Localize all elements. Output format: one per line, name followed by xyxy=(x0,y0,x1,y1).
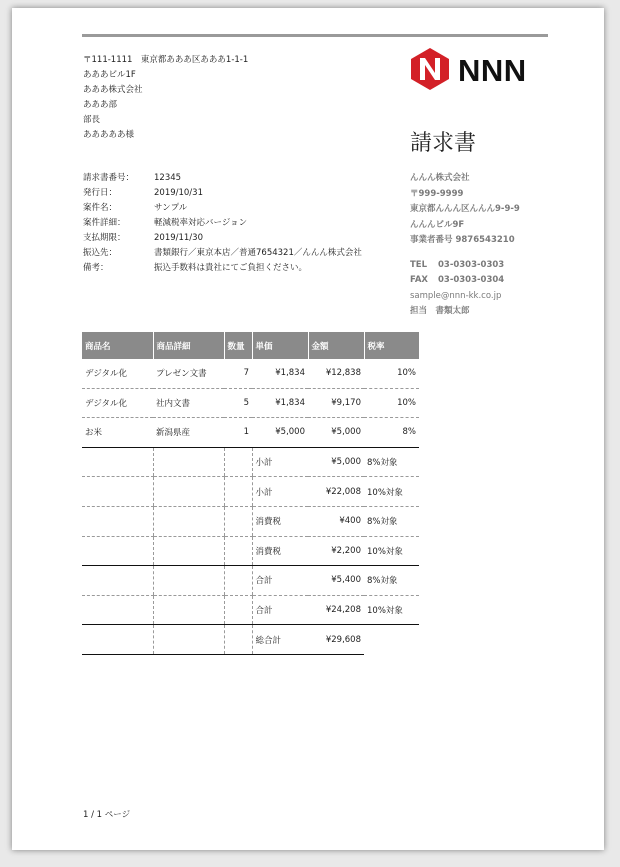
detail-label: 請求書番号： xyxy=(83,173,135,183)
detail-label: 振込先： xyxy=(83,248,118,258)
summary-label: 消費税 xyxy=(252,506,308,536)
summary-amount: ¥22,008 xyxy=(308,477,364,507)
summary-row xyxy=(82,477,419,507)
recipient-line: あああ部 xyxy=(83,100,118,110)
col-header-rate: 税率 xyxy=(364,332,419,359)
spacer xyxy=(410,249,520,258)
item-price: ¥5,000 xyxy=(252,418,308,448)
summary-note: 8%対象 xyxy=(364,506,419,536)
detail-value: 軽減税率対応バージョン xyxy=(154,218,248,228)
summary-label: 消費税 xyxy=(252,536,308,566)
summary-note: 10%対象 xyxy=(364,595,419,625)
detail-label: 備考： xyxy=(83,263,109,273)
detail-value: 書類銀行／東京本店／普通7654321／んんん株式会社 xyxy=(154,248,362,258)
summary-note: 8%対象 xyxy=(364,447,419,477)
issuer-email: sample@nnn-kk.co.jp xyxy=(410,290,502,301)
item-qty: 7 xyxy=(224,359,252,388)
issuer-address2: んんんビル9F xyxy=(410,219,465,230)
fax-label: FAX xyxy=(410,275,428,285)
summary-row xyxy=(82,595,419,625)
detail-row xyxy=(83,186,362,201)
summary-note: 10%対象 xyxy=(364,536,419,566)
empty-cell xyxy=(82,625,153,655)
issuer-reg-no: 事業者番号 9876543210 xyxy=(410,235,515,245)
empty-cell xyxy=(153,506,224,536)
table-header-row xyxy=(82,332,419,359)
invoice-details xyxy=(83,171,362,276)
col-header-name: 商品名 xyxy=(82,332,153,359)
summary-amount: ¥2,200 xyxy=(308,536,364,566)
detail-value: サンプル xyxy=(154,203,188,213)
detail-row xyxy=(83,171,362,186)
item-amount: ¥9,170 xyxy=(308,388,364,418)
tel-label: TEL xyxy=(410,259,428,270)
logo-text: NNN xyxy=(458,53,527,88)
item-name: デジタル化 xyxy=(82,359,153,388)
issuer-contact: 担当 書類太郎 xyxy=(410,306,470,316)
summary-row-grand-total xyxy=(82,625,419,655)
page-number: 1 / 1 ページ xyxy=(83,810,131,820)
table-row xyxy=(82,388,419,418)
empty-cell xyxy=(224,595,252,625)
item-detail: プレゼン文書 xyxy=(153,359,224,388)
recipient-line: 〒111-1111 東京都あああ区あああ1-1-1 xyxy=(83,55,249,65)
detail-value: 2019/11/30 xyxy=(154,233,203,243)
detail-row xyxy=(83,231,362,246)
col-header-price: 単価 xyxy=(252,332,308,359)
detail-row xyxy=(83,246,362,261)
empty-cell xyxy=(82,506,153,536)
detail-label: 支払期限： xyxy=(83,233,126,243)
table-row xyxy=(82,418,419,448)
issuer-fax xyxy=(410,273,520,289)
detail-row xyxy=(83,201,362,216)
item-amount: ¥5,000 xyxy=(308,418,364,448)
empty-cell xyxy=(153,595,224,625)
n-hexagon-icon xyxy=(408,47,452,91)
summary-row xyxy=(82,506,419,536)
summary-note xyxy=(364,625,419,655)
summary-row xyxy=(82,536,419,566)
tel-value: 03-0303-0303 xyxy=(438,259,505,270)
empty-cell xyxy=(224,477,252,507)
issuer-company: んんん株式会社 xyxy=(410,173,470,183)
summary-note: 10%対象 xyxy=(364,477,419,507)
empty-cell xyxy=(153,447,224,477)
summary-amount: ¥29,608 xyxy=(308,625,364,655)
summary-label: 合計 xyxy=(252,595,308,625)
empty-cell xyxy=(153,536,224,566)
issuer-tel xyxy=(410,258,520,274)
empty-cell xyxy=(224,506,252,536)
empty-cell xyxy=(153,477,224,507)
invoice-page xyxy=(12,8,604,850)
empty-cell xyxy=(153,566,224,596)
col-header-detail: 商品詳細 xyxy=(153,332,224,359)
item-amount: ¥12,838 xyxy=(308,359,364,388)
detail-label: 案件名： xyxy=(83,203,118,213)
item-price: ¥1,834 xyxy=(252,388,308,418)
recipient-address xyxy=(83,53,248,143)
summary-amount: ¥5,400 xyxy=(308,566,364,596)
item-detail: 社内文書 xyxy=(153,388,224,418)
table-row xyxy=(82,359,419,388)
item-qty: 1 xyxy=(224,418,252,448)
summary-label: 総合計 xyxy=(252,625,308,655)
item-rate: 8% xyxy=(364,418,419,448)
item-rate: 10% xyxy=(364,359,419,388)
empty-cell xyxy=(82,595,153,625)
summary-amount: ¥400 xyxy=(308,506,364,536)
detail-label: 発行日： xyxy=(83,188,118,198)
empty-cell xyxy=(82,477,153,507)
company-logo xyxy=(408,47,548,91)
empty-cell xyxy=(82,447,153,477)
detail-value: 12345 xyxy=(154,173,182,183)
issuer-postal: 〒999-9999 xyxy=(410,188,464,199)
empty-cell xyxy=(224,536,252,566)
item-price: ¥1,834 xyxy=(252,359,308,388)
item-qty: 5 xyxy=(224,388,252,418)
summary-amount: ¥24,208 xyxy=(308,595,364,625)
issuer-address1: 東京都んんん区んんん9-9-9 xyxy=(410,204,520,214)
items-table xyxy=(82,332,419,655)
empty-cell xyxy=(153,625,224,655)
issuer-info xyxy=(410,171,520,320)
empty-cell xyxy=(82,536,153,566)
recipient-line: あああああ様 xyxy=(83,130,135,140)
header-rule xyxy=(82,34,548,37)
empty-cell xyxy=(82,566,153,596)
summary-row xyxy=(82,447,419,477)
detail-value: 振込手数料は貴社にてご負担ください。 xyxy=(154,263,308,273)
recipient-line: あああビル1F xyxy=(83,70,136,80)
detail-label: 案件詳細： xyxy=(83,218,126,228)
detail-row xyxy=(83,261,362,276)
empty-cell xyxy=(224,447,252,477)
item-name: お米 xyxy=(82,418,153,448)
item-rate: 10% xyxy=(364,388,419,418)
col-header-amount: 金額 xyxy=(308,332,364,359)
recipient-line: あああ株式会社 xyxy=(83,85,143,95)
detail-row xyxy=(83,216,362,231)
document-title: 請求書 xyxy=(410,131,477,156)
detail-value: 2019/10/31 xyxy=(154,188,203,198)
summary-label: 小計 xyxy=(252,477,308,507)
item-detail: 新潟県産 xyxy=(153,418,224,448)
empty-cell xyxy=(224,566,252,596)
recipient-line: 部長 xyxy=(83,115,101,125)
fax-value: 03-0303-0304 xyxy=(438,275,505,285)
summary-amount: ¥5,000 xyxy=(308,447,364,477)
summary-label: 小計 xyxy=(252,447,308,477)
summary-row xyxy=(82,566,419,596)
item-name: デジタル化 xyxy=(82,388,153,418)
summary-label: 合計 xyxy=(252,566,308,596)
col-header-qty: 数量 xyxy=(224,332,252,359)
empty-cell xyxy=(224,625,252,655)
summary-note: 8%対象 xyxy=(364,566,419,596)
